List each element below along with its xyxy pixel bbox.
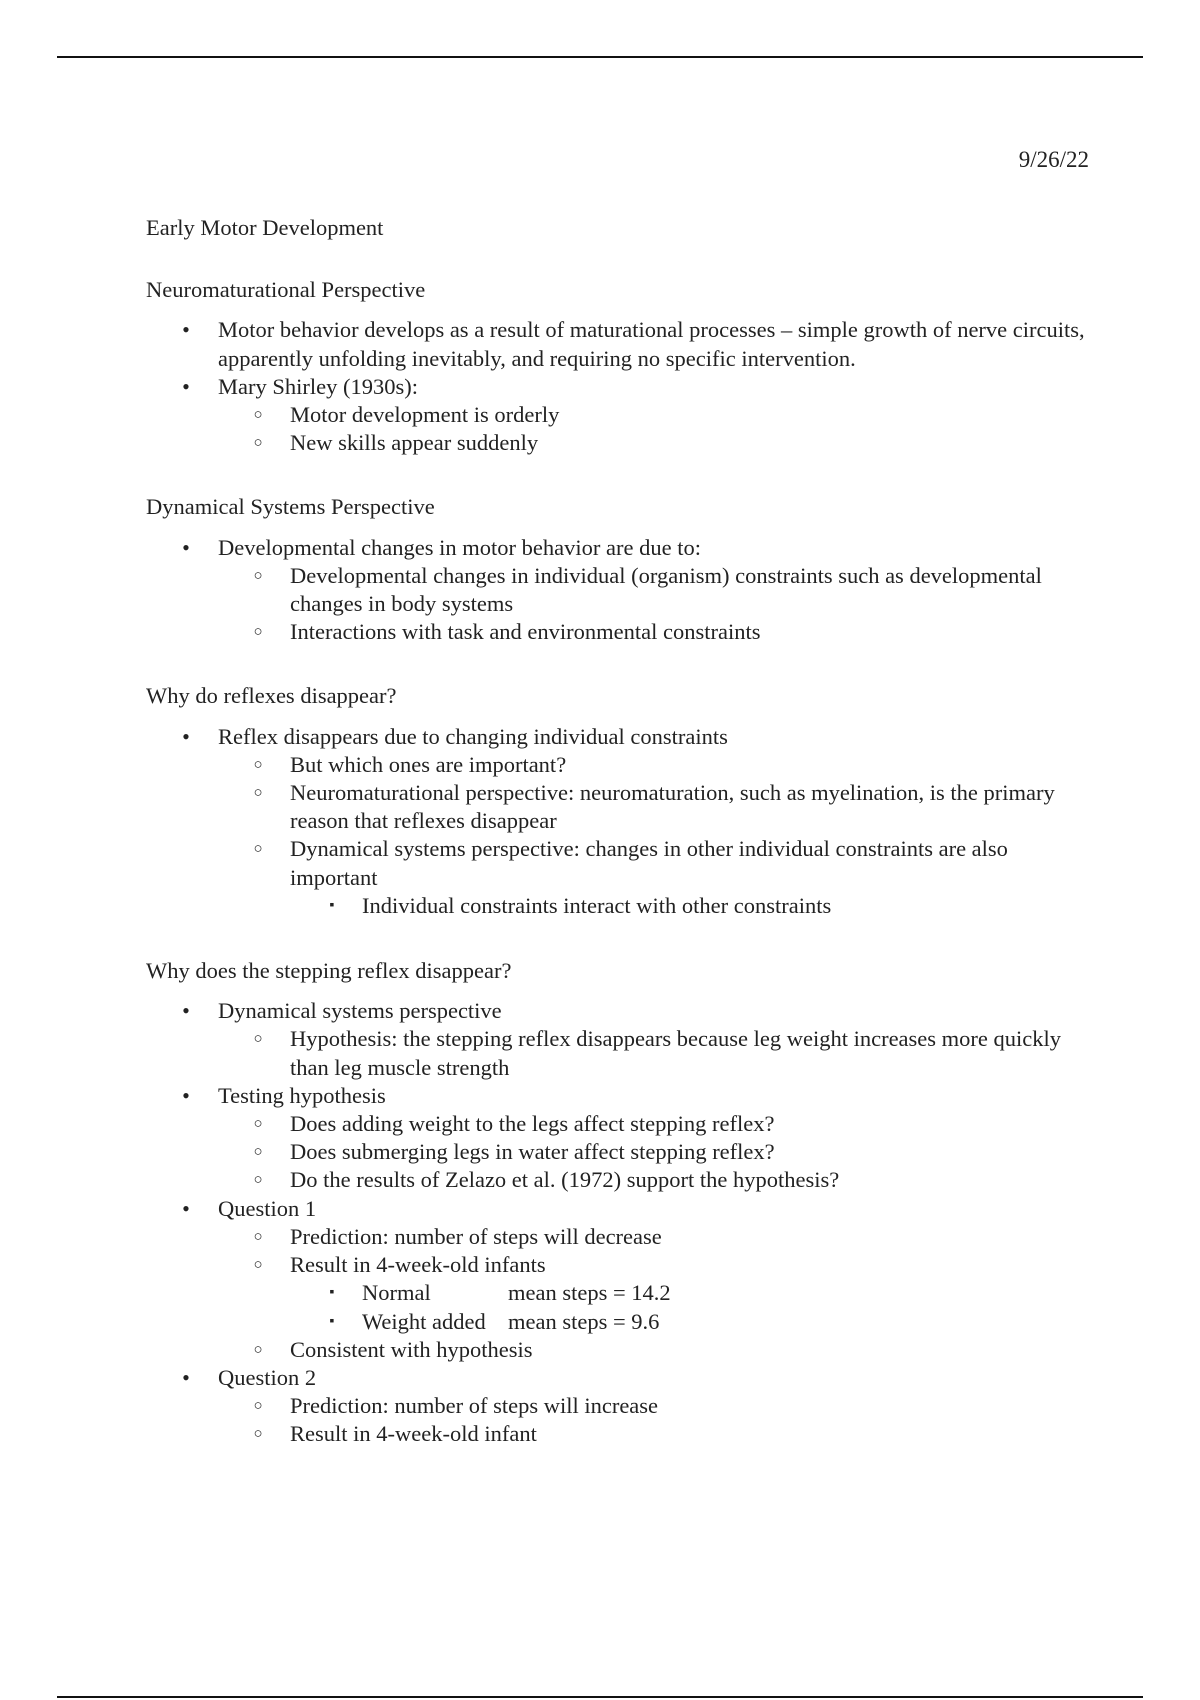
sub-sub-list-item [290,892,1086,920]
bullet-circle-icon: ○ [253,1228,263,1245]
section-heading: Why does the stepping reflex disappear? [146,958,512,984]
bullet-circle-icon: ○ [253,407,263,424]
sub-list-item-text: But which ones are important? [290,751,567,777]
bullet-square-icon: ▪ [329,1313,335,1329]
section-heading: Neuromaturational Perspective [146,277,426,303]
stat-value: mean steps = 14.2 [508,1280,671,1306]
list-item [146,373,1086,458]
list-item [146,723,1086,920]
sub-list-item [218,835,1086,920]
list-item [146,534,1086,647]
bullet-disc-icon: • [182,1364,190,1390]
list-item [146,1195,1086,1364]
bullet-circle-icon: ○ [253,624,263,641]
stat-label: Weight added [362,1308,486,1334]
list-item-text: Developmental changes in motor behavior are due to: [218,534,701,560]
bullet-square-icon: ▪ [329,1285,335,1301]
stat-row-weight-added [290,1308,1086,1336]
bullet-circle-icon: ○ [253,841,263,858]
bullet-circle-icon: ○ [253,1172,263,1189]
list-item-text: Testing hypothesis [218,1082,386,1108]
bullet-circle-icon: ○ [253,756,263,773]
list-item [146,997,1086,1082]
bullet-disc-icon: • [182,317,190,343]
sub-list [218,1025,1086,1081]
section-heading: Why do reflexes disappear? [146,683,397,709]
stat-row-normal [290,1279,1086,1307]
sub-list-item [218,1110,1086,1138]
bullet-circle-icon: ○ [253,567,263,584]
bullet-disc-icon: • [182,1195,190,1221]
sub-list-item [218,429,1086,457]
list-item-text: Motor behavior develops as a result of maturational processes – simple growth of nerve circuits, apparently unfolding inevitably, and requiring no specific intervention. [218,317,1085,371]
sub-list-item-text: Prediction: number of steps will decrease [290,1223,662,1249]
section-why-reflexes-disappear [146,682,1086,920]
section-why-stepping-reflex-disappears [146,957,1086,1448]
bullet-disc-icon: • [182,534,190,560]
list-item [146,316,1086,372]
list-item [146,1082,1086,1195]
sub-list-item-text: Does adding weight to the legs affect stepping reflex? [290,1111,775,1137]
sub-sub-list [290,1279,1086,1335]
list-item-text: Question 1 [218,1195,317,1221]
bullet-square-icon: ▪ [329,897,335,913]
sub-list-item-text: Result in 4-week-old infants [290,1252,546,1278]
bullet-circle-icon: ○ [253,435,263,452]
sub-list [218,562,1086,647]
bullet-list [146,997,1086,1448]
sub-list [218,751,1086,920]
section-neuromaturational [146,276,1086,457]
sub-list-item-text: Neuromaturational perspective: neuromaturation, such as myelination, is the primary reason that reflexes disappear [290,780,1055,834]
bullet-circle-icon: ○ [253,1257,263,1274]
sub-list-item [218,1166,1086,1194]
bullet-list [146,534,1086,647]
document-title: Early Motor Development [146,215,384,240]
sub-list-item [218,1392,1086,1420]
section-heading: Dynamical Systems Perspective [146,494,435,520]
sub-list [218,401,1086,457]
bullet-circle-icon: ○ [253,1426,263,1443]
sub-list-item [218,1336,1086,1364]
sub-list [218,1223,1086,1364]
sub-list-item-text: Consistent with hypothesis [290,1336,533,1362]
sub-list-item-text: Dynamical systems perspective: changes in other individual constraints are also important [290,836,1008,890]
sub-list-item [218,562,1086,618]
sub-list-item-text: Do the results of Zelazo et al. (1972) support the hypothesis? [290,1167,840,1193]
top-rule [57,56,1143,58]
bullet-disc-icon: • [182,723,190,749]
sub-list-item-text: Prediction: number of steps will increase [290,1393,659,1419]
sub-list-item-text: Interactions with task and environmental constraints [290,619,761,645]
sub-list-item-text: Does submerging legs in water affect stepping reflex? [290,1139,775,1165]
list-item-text: Mary Shirley (1930s): [218,373,418,399]
bullet-disc-icon: • [182,998,190,1024]
sub-list-item [218,779,1086,835]
sub-list-item-text: Hypothesis: the stepping reflex disappears because leg weight increases more quickly than leg muscle strength [290,1026,1062,1080]
sub-list-item [218,1025,1086,1081]
sub-list [218,1392,1086,1448]
stat-label: Normal [362,1280,431,1306]
sub-list-item [218,1420,1086,1448]
bullet-circle-icon: ○ [253,785,263,802]
sub-list-item [218,618,1086,646]
bullet-disc-icon: • [182,1082,190,1108]
bullet-circle-icon: ○ [253,1144,263,1161]
stat-value: mean steps = 9.6 [508,1308,660,1334]
sub-list-item-text: Motor development is orderly [290,402,560,428]
bullet-list [146,723,1086,920]
sub-list-item [218,1223,1086,1251]
sub-list-item-text: Result in 4-week-old infant [290,1421,537,1447]
sub-list-item [218,401,1086,429]
bullet-circle-icon: ○ [253,1341,263,1358]
sub-list-item [218,751,1086,779]
bullet-circle-icon: ○ [253,1398,263,1415]
list-item-text: Dynamical systems perspective [218,998,502,1024]
sub-list-item [218,1251,1086,1336]
bullet-list [146,316,1086,457]
sub-list [218,1110,1086,1195]
document-date: 9/26/22 [1018,147,1089,172]
list-item-text: Question 2 [218,1364,317,1390]
bullet-circle-icon: ○ [253,1116,263,1133]
bottom-rule [57,1696,1143,1698]
sub-list-item-text: Developmental changes in individual (organism) constraints such as developmental changes in body systems [290,562,1042,617]
sub-list-item-text: New skills appear suddenly [290,430,539,456]
bullet-circle-icon: ○ [253,1031,263,1048]
sub-sub-list-item-text: Individual constraints interact with other constraints [362,892,832,918]
list-item-text: Reflex disappears due to changing individual constraints [218,723,728,749]
list-item [146,1364,1086,1449]
document-body [146,214,1086,1484]
sub-list-item [218,1138,1086,1166]
sub-sub-list [290,892,1086,920]
section-dynamical-systems [146,493,1086,646]
bullet-disc-icon: • [182,373,190,399]
